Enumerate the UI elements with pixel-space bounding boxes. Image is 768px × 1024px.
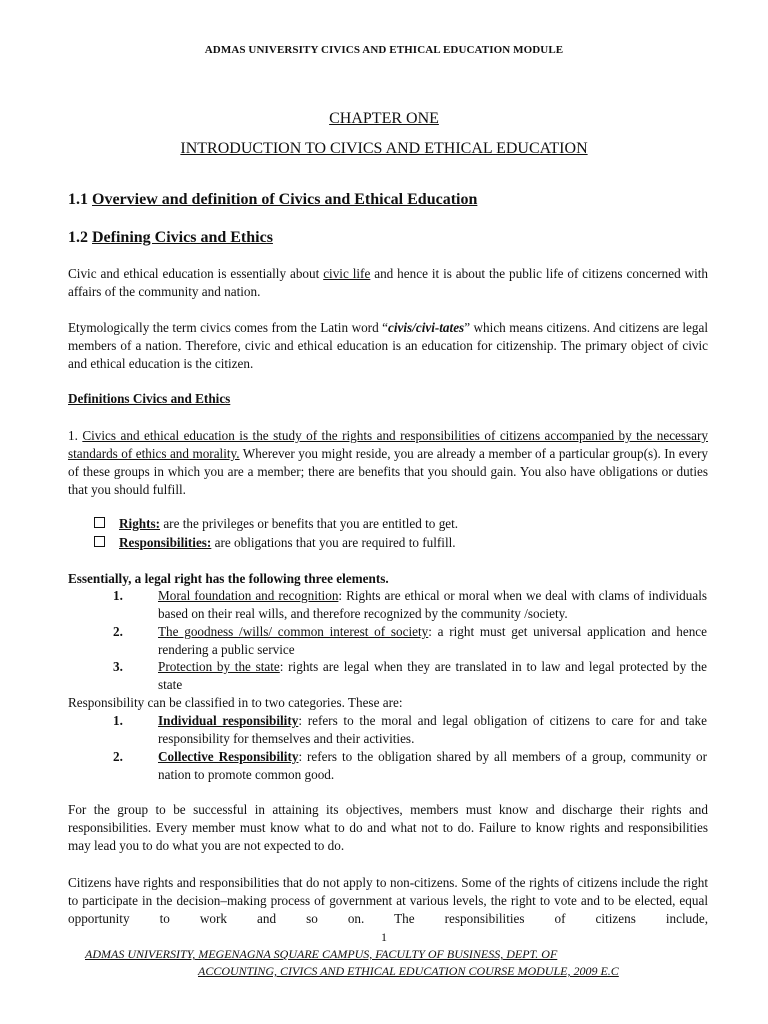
list-number: 1.	[113, 588, 123, 603]
footer-line-1: ADMAS UNIVERSITY, MEGENAGNA SQUARE CAMPUS, FACULTY OF BUSINESS, DEPT. OF	[85, 947, 558, 961]
section-heading-1-2	[68, 229, 273, 247]
paragraph-group-success: For the group to be successful in attaining its objectives, members must know and discharge their rights and responsibilities. Every member must know what to do and what not to do. Failure to know rights and responsibilities may lead you to do what you are not expected to do.	[68, 802, 708, 853]
list-number: 3.	[113, 659, 123, 674]
list-item-collective-responsibility: Collective Responsibility: refers to the obligation shared by all members of a group, community or nation to promote common good.	[158, 749, 707, 782]
checkbox-bullet-icon	[94, 517, 105, 528]
responsibility-intro: Responsibility can be classified in to two categories. These are:	[68, 695, 403, 710]
list-item-goodness: The goodness /wills/ common interest of society: a right must get universal application and hence rendering a public service	[158, 624, 707, 657]
paragraph-citizens-rights: Citizens have rights and responsibilities that do not apply to non-citizens. Some of the rights of citizens include the right to participate in the decision–making process of government at various levels, the right to vote and to be elected, equal opportunity to work and so on. The responsibilities of citizens include,	[68, 875, 708, 926]
civic-life-term: civic life	[323, 266, 371, 281]
list-number: 1.	[113, 713, 123, 728]
bullet-rights: Rights: are the privileges or benefits that you are entitled to get.	[94, 515, 458, 533]
footer-line-2: ACCOUNTING, CIVICS AND ETHICAL EDUCATION COURSE MODULE, 2009 E.C	[198, 964, 619, 978]
definitions-heading: Definitions Civics and Ethics	[68, 391, 231, 406]
list-item-moral-foundation: Moral foundation and recognition: Rights are ethical or moral when we deal with clams of individuals based on their real wills, and therefore recognized by the community /society.	[158, 588, 707, 621]
section-number: 1.2	[68, 229, 88, 246]
list-item-protection: Protection by the state: rights are legal when they are translated in to law and legal protected by the state	[158, 659, 707, 692]
definition-paragraph: 1. Civics and ethical education is the study of the rights and responsibilities of citizens accompanied by the necessary standards of ethics and morality. Wherever you might reside, you are already a member of a particular group(s). In every of these groups in which you are a member; there are benefits that you should gain. You also have obligations or duties that you should fulfill.	[68, 428, 709, 497]
paragraph-civic-life: Civic and ethical education is essentially about civic life and hence it is about the public life of citizens concerned with affairs of the community and nation.	[68, 266, 709, 299]
list-number: 2.	[113, 624, 123, 639]
list-number: 2.	[113, 749, 123, 764]
running-header: ADMAS UNIVERSITY CIVICS AND ETHICAL EDUCATION MODULE	[204, 44, 564, 56]
elements-heading: Essentially, a legal right has the following three elements.	[68, 571, 389, 586]
page-number: 1	[381, 930, 387, 944]
section-title: Overview and definition of Civics and Ethical Education	[92, 191, 478, 208]
checkbox-bullet-icon	[94, 536, 105, 547]
chapter-label: CHAPTER ONE	[329, 110, 439, 127]
section-number: 1.1	[68, 191, 88, 208]
latin-term: civis/civi-tates	[388, 320, 465, 335]
definition-underlined: Civics and ethical education is the study of the rights and responsibilities of citizens accompanied by the necessary standards of ethics and morality.	[68, 428, 709, 461]
bullet-responsibilities: Responsibilities: are obligations that you are required to fulfill.	[94, 534, 456, 552]
section-heading-1-1	[68, 191, 477, 209]
list-item-individual-responsibility: Individual responsibility: refers to the moral and legal obligation of citizens to care for and take responsibility for themselves and their activities.	[158, 713, 707, 746]
section-title: Defining Civics and Ethics	[92, 229, 273, 246]
paragraph-etymology: Etymologically the term civics comes from the Latin word “civis/civi-tates” which means citizens. And citizens are legal members of a nation. Therefore, civic and ethical education is an education for citizenship. The primary object of civic and ethical education is the citizen.	[68, 320, 708, 371]
chapter-title: INTRODUCTION TO CIVICS AND ETHICAL EDUCATION	[180, 140, 588, 157]
